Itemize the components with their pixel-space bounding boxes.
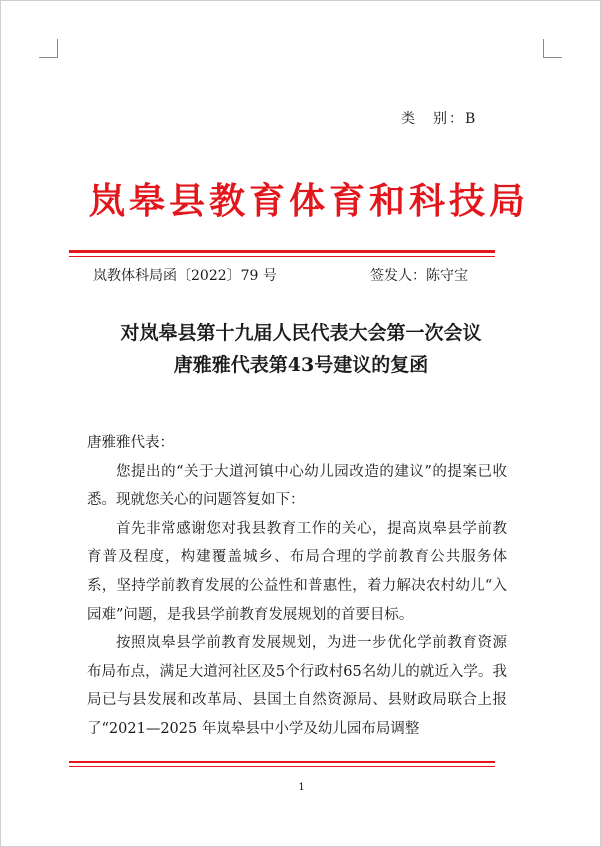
red-header-rule-thin <box>69 256 495 257</box>
document-number: 岚教体科局函〔2022〕79 号 <box>93 268 277 284</box>
signer-label: 签发人：陈守宝 <box>370 268 468 284</box>
body-paragraph: 按照岚皋县学前教育发展规划，为进一步优化学前教育资源布局布点，满足大道河社区及5个行政村65名幼儿的就近入学。我局已与县发展和改革局、县国土自然资源局、县财政局联合上报了“2021—2025 年岚皋县中小学及幼儿园布局调整 <box>87 635 507 737</box>
red-footer-rule-thin <box>69 766 495 767</box>
issuing-organization-title: 岚皋县教育体育和科技局 <box>89 180 530 222</box>
red-header-rule-thick <box>69 250 495 253</box>
body-paragraph: 您提出的“关于大道河镇中心幼儿园改造的建议”的提案已收悉。现就您关心的问题答复如下： <box>87 463 507 509</box>
letter-body <box>87 429 507 744</box>
document-title-line-2: 唐雅雅代表第43号建议的复函 <box>173 354 429 376</box>
crop-mark-top-left <box>39 39 58 58</box>
document-title-line-1: 对岚皋县第十九届人民代表大会第一次会议 <box>120 322 482 344</box>
body-paragraph: 首先非常感谢您对我县教育工作的关心，提高岚皋县学前教育普及程度，构建覆盖城乡、布局合理的学前教育公共服务体系，坚持学前教育发展的公益性和普惠性，着力解决农村幼儿“入园难”问题，是我县学前教育发展规划的首要目标。 <box>87 520 507 623</box>
salutation: 唐雅雅代表： <box>87 435 174 451</box>
crop-mark-top-right <box>543 39 562 58</box>
page-number: 1 <box>298 782 305 793</box>
classification-label: 类 别：B <box>401 111 478 127</box>
red-footer-rule-thick <box>69 761 495 763</box>
